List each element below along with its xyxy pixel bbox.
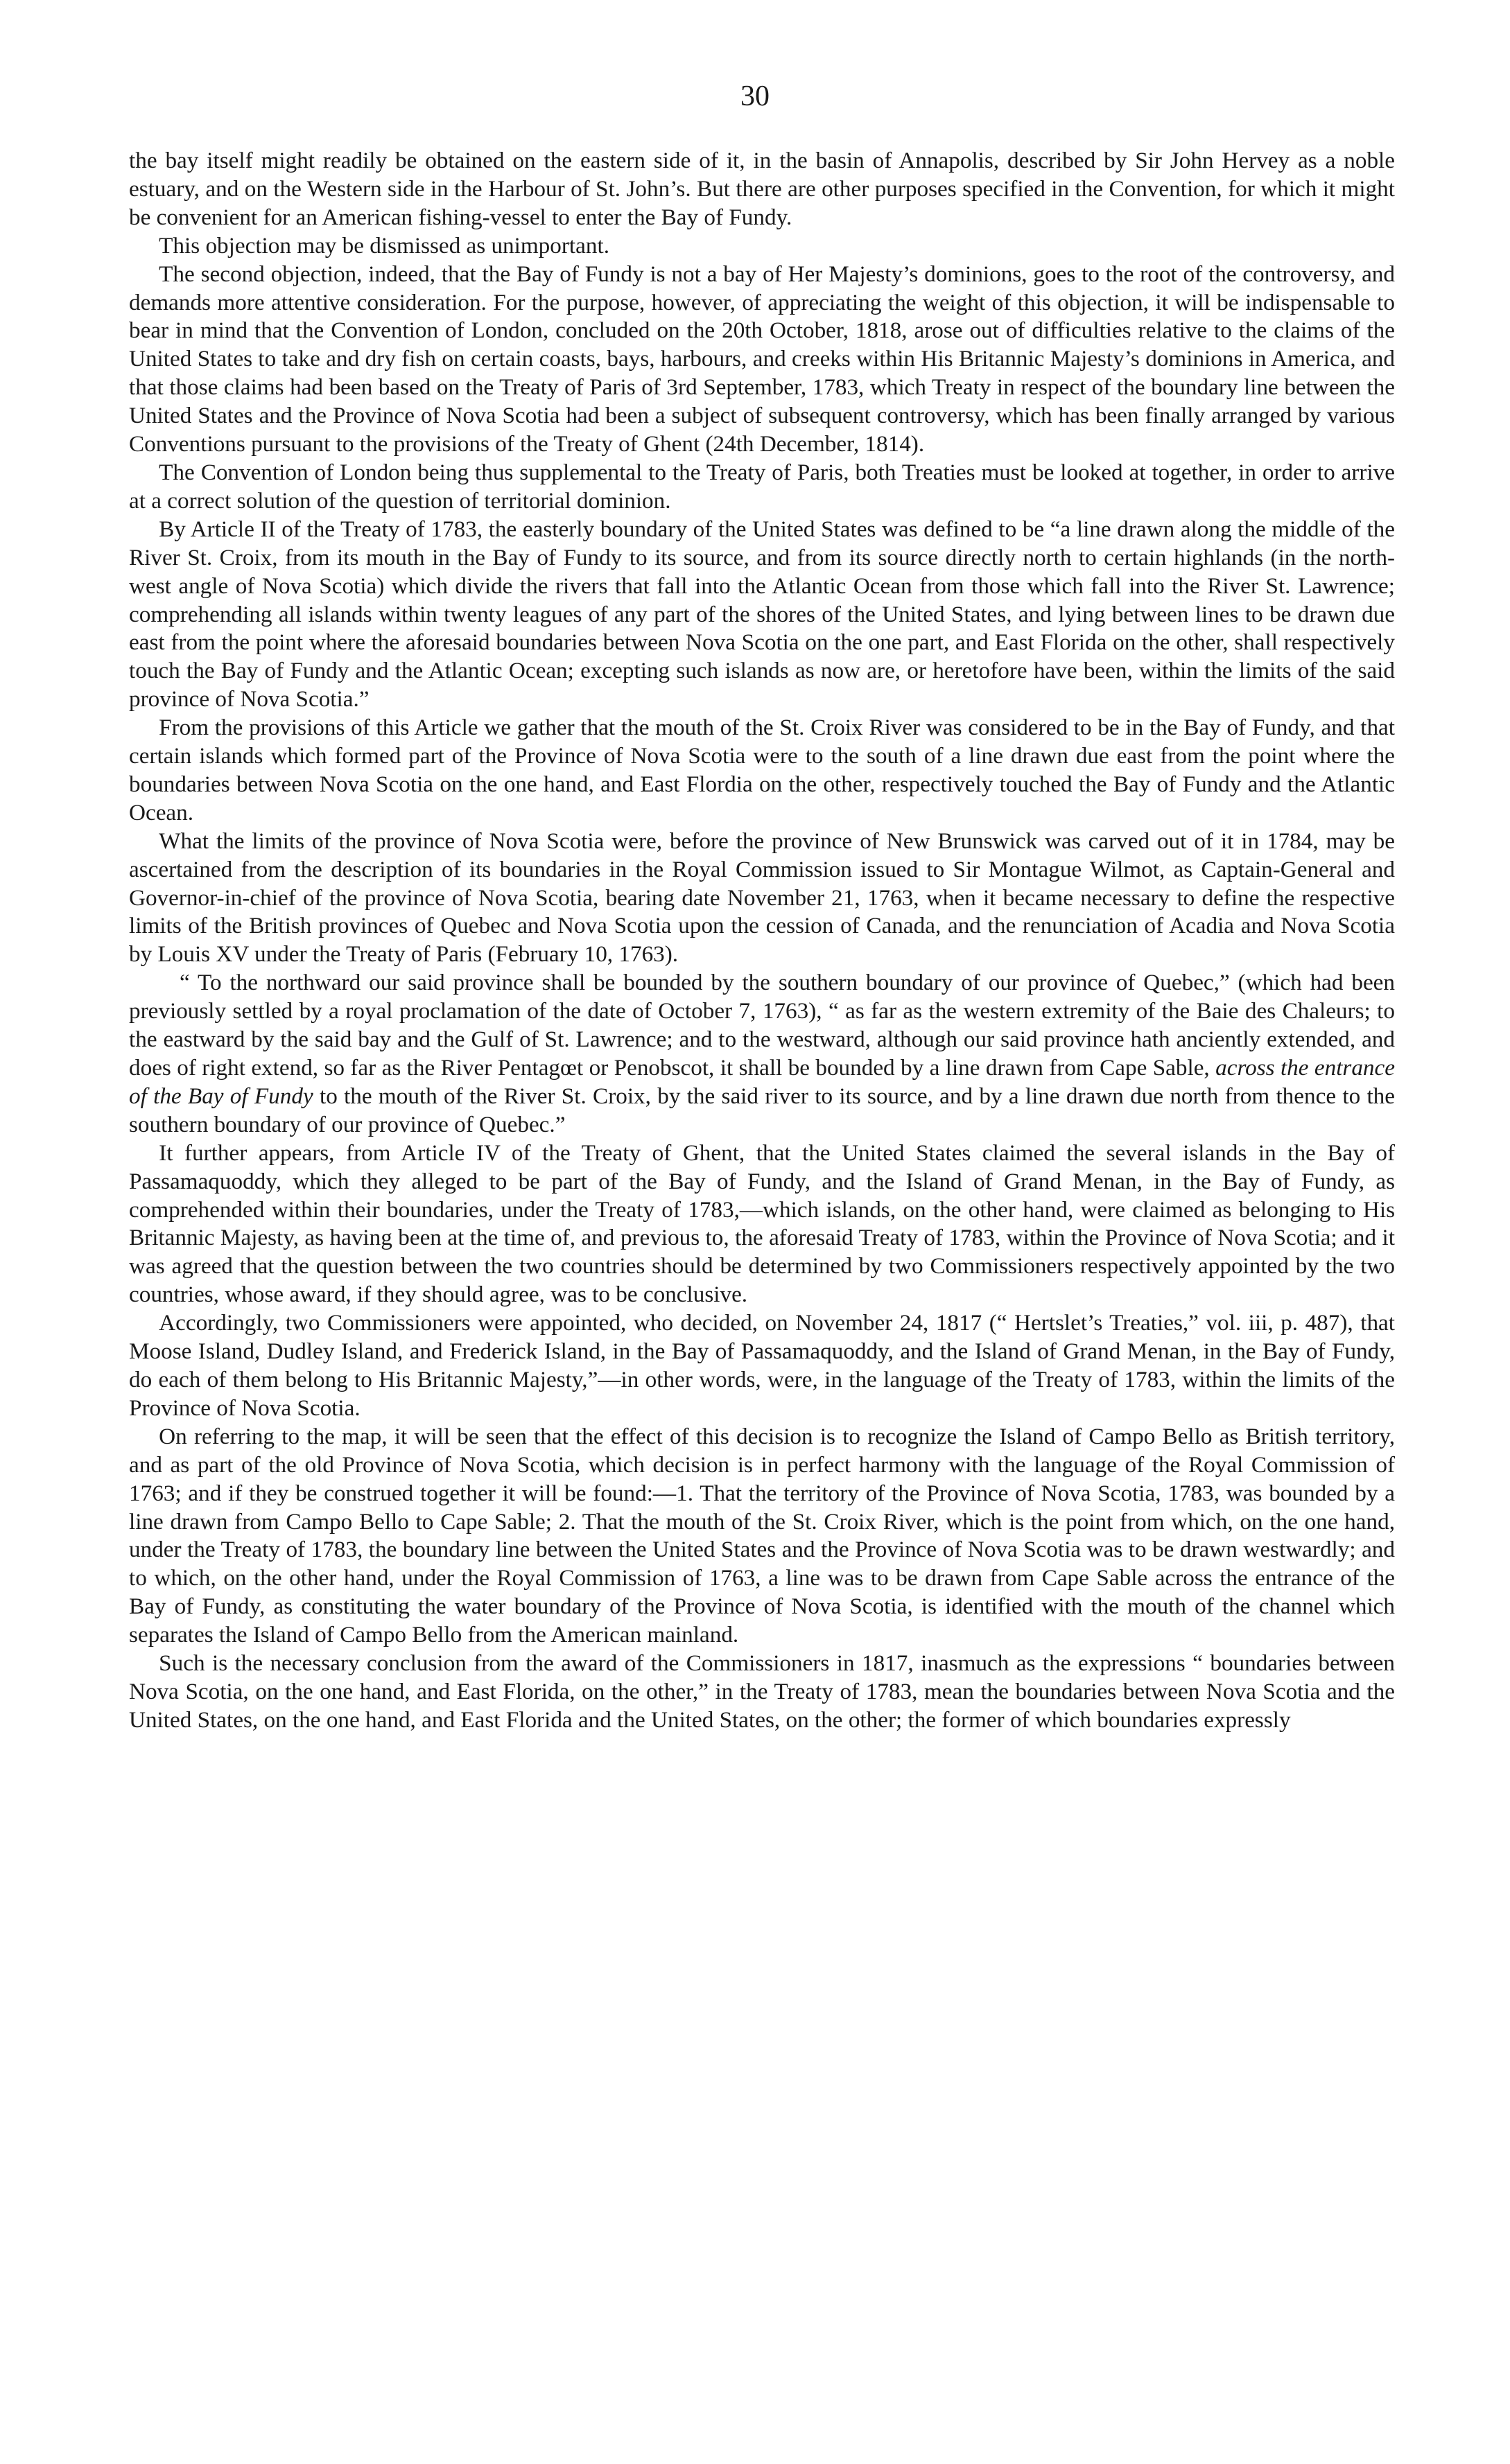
- body-text: [129, 147, 1395, 1735]
- paragraph-map-reference: On referring to the map, it will be seen that the effect of this decision is to recognize the Island of Campo Bello as British territory, and as part of the old Province of Nova Scotia, which decision is in perfect harmony with the language of the Royal Commission of 1763; and if they be construed together it will be found:—1. That the territory of the Province of Nova Scotia, 1783, was bounded by a line drawn from Campo Bello to Cape Sable; 2. That the mouth of the St. Croix River, which is the point from which, on the one hand, under the Treaty of 1783, the boundary line between the United States and the Province of Nova Scotia was to be drawn westwardly; and to which, on the other hand, under the Royal Commission of 1763, a line was to be drawn from Cape Sable across the entrance of the Bay of Fundy, as constituting the water boundary of the Province of Nova Scotia, is identified with the mouth of the channel which separates the Island of Campo Bello from the American mainland.: [129, 1423, 1395, 1648]
- quote-text-start: “ To the northward our said province shall be bounded by the southern boundary of our province of Quebec,” (which had been previously settled by a royal proclamation of the date of October 7, 1763), “ as far as the western extremity of the Baie des Chaleurs; to the eastward by the said bay and the Gulf of St. Lawrence; and to the westward, although our said province hath anciently extended, and does of right extend, so far as the River Pentagœt or Penobscot, it shall be bounded by a line drawn from Cape Sable,: [129, 970, 1395, 1081]
- paragraph-second-objection: The second objection, indeed, that the Bay of Fundy is not a bay of Her Majesty’s dominions, goes to the root of the controversy, and demands more attentive consideration. For the purpose, however, of appreciating the weight of this objection, it will be indispensable to bear in mind that the Convention of London, concluded on the 20th October, 1818, arose out of difficulties relative to the claims of the United States to take and dry fish on certain coasts, bays, harbours, and creeks within His Britannic Majesty’s dominions in America, and that those claims had been based on the Treaty of Paris of 3rd September, 1783, which Treaty in respect of the boundary line between the United States and the Province of Nova Scotia had been a subject of subsequent controversy, which has been finally arranged by various Conventions pursuant to the provisions of the Treaty of Ghent (24th December, 1814).: [129, 261, 1395, 457]
- paragraph-limits-nova-scotia: What the limits of the province of Nova Scotia were, before the province of New Brunswick was carved out of it in 1784, may be ascertained from the description of its boundaries in the Royal Commission issued to Sir Montague Wilmot, as Captain-General and Governor-in-chief of the province of Nova Scotia, bearing date November 21, 1763, when it became necessary to define the respective limits of the British provinces of Quebec and Nova Scotia upon the cession of Canada, and the renunciation of Acadia and Nova Scotia by Louis XV under the Treaty of Paris (February 10, 1763).: [129, 828, 1395, 968]
- paragraph-convention-london: The Convention of London being thus supplemental to the Treaty of Paris, both Treaties must be looked at together, in order to arrive at a correct solution of the question of territorial dominion.: [129, 459, 1395, 514]
- paragraph-continuation: the bay itself might readily be obtained on the eastern side of it, in the basin of Annapolis, described by Sir John Hervey as a noble estuary, and on the Western side in the Harbour of St. John’s. But there are other purposes specified in the Convention, for which it might be convenient for an American fishing-vessel to enter the Bay of Fundy.: [129, 148, 1395, 230]
- paragraph-objection-dismissed: This objection may be dismissed as unimportant.: [159, 232, 609, 259]
- quote-text-end: to the mouth of the River St. Croix, by the said river to its source, and by a line drawn due north from thence to the southern boundary of our province of Quebec.”: [129, 1083, 1395, 1137]
- paragraph-royal-commission-quote: [129, 969, 1395, 1139]
- paragraph-commissioners: Accordingly, two Commissioners were appointed, who decided, on November 24, 1817 (“ Hertslet’s Treaties,” vol. iii, p. 487), that Moose Island, Dudley Island, and Frederick Island, in the Bay of Passamaquoddy, and the Island of Grand Menan, in the Bay of Fundy, do each of them belong to His Britannic Majesty,”—in other words, were, in the language of the Treaty of 1783, within the limits of the Province of Nova Scotia.: [129, 1310, 1395, 1421]
- paragraph-provisions: From the provisions of this Article we gather that the mouth of the St. Croix River was considered to be in the Bay of Fundy, and that certain islands which formed part of the Province of Nova Scotia were to the south of a line drawn due east from the point where the boundaries between Nova Scotia on the one hand, and East Flordia on the other, respectively touched the Bay of Fundy and the Atlantic Ocean.: [129, 715, 1395, 825]
- paragraph-article-ii: By Article II of the Treaty of 1783, the easterly boundary of the United States was defined to be “a line drawn along the middle of the River St. Croix, from its mouth in the Bay of Fundy to its source, and from its source directly north to certain highlands (in the north-west angle of Nova Scotia) which divide the rivers that fall into the Atlantic Ocean from those which fall into the River St. Lawrence; comprehending all islands within twenty leagues of any part of the shores of the United States, and lying between lines to be drawn due east from the point where the aforesaid boundaries between Nova Scotia on the one part, and East Florida on the other, shall respectively touch the Bay of Fundy and the Atlantic Ocean; excepting such islands as now are, or heretofore have been, within the limits of the said province of Nova Scotia.”: [129, 516, 1395, 713]
- quote-italic-phrase: across the entrance of the Bay of Fundy: [129, 1055, 1395, 1109]
- paragraph-treaty-ghent: It further appears, from Article IV of the Treaty of Ghent, that the United States claimed the several islands in the Bay of Passamaquoddy, which they alleged to be part of the Bay of Fundy, and the Island of Grand Menan, in the Bay of Fundy, as comprehended within their boundaries, under the Treaty of 1783,—which islands, on the other hand, were claimed as belonging to His Britannic Majesty, as having been at the time of, and previous to, the aforesaid Treaty of 1783, within the Province of Nova Scotia; and it was agreed that the question between the two countries should be determined by two Commissioners respectively appointed by the two countries, whose award, if they should agree, was to be conclusive.: [129, 1139, 1395, 1308]
- paragraph-conclusion: Such is the necessary conclusion from the award of the Commissioners in 1817, inasmuch as the expressions “ boundaries between Nova Scotia, on the one hand, and East Florida, on the other,” in the Treaty of 1783, mean the boundaries between Nova Scotia and the United States, on the one hand, and East Florida and the United States, on the other; the former of which boundaries expressly: [129, 1650, 1395, 1733]
- page-number: 30: [740, 80, 770, 112]
